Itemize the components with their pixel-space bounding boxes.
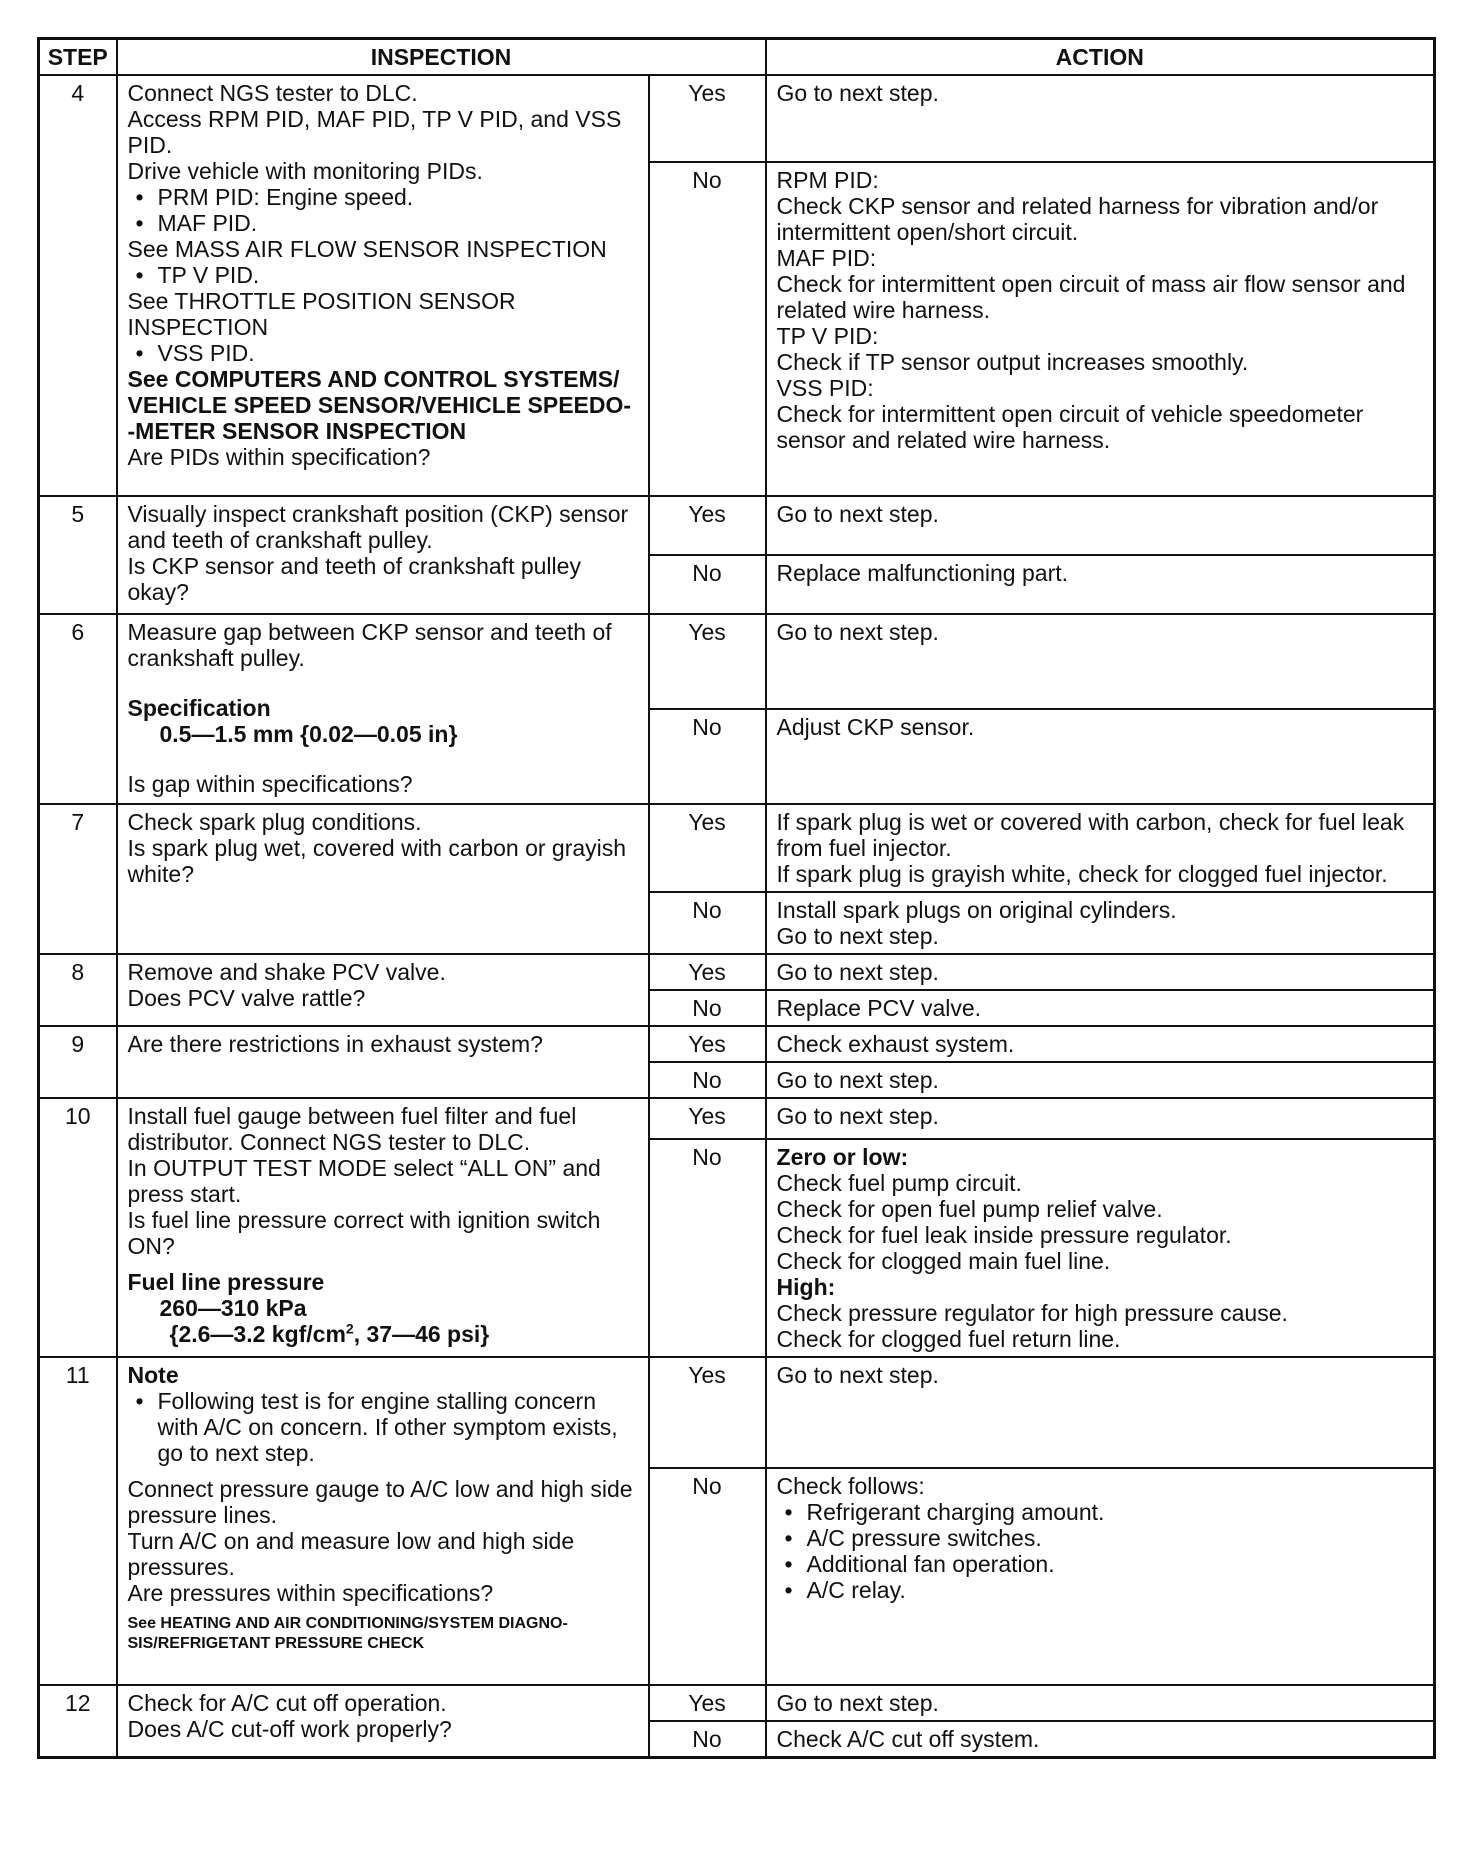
- text-line: Check for intermittent open circuit of mass air flow sensor and related wire harness.: [776, 271, 1406, 323]
- question: Is gap within specifications?: [127, 771, 413, 797]
- bullet-item: • Additional fan operation.: [777, 1551, 1426, 1577]
- yes-action: [766, 804, 1435, 892]
- inspection-cell: [117, 954, 649, 1026]
- no-action: Replace malfunctioning part.: [766, 555, 1435, 614]
- no-label: No: [649, 709, 766, 804]
- yes-label: Yes: [649, 954, 766, 990]
- text-line: Connect pressure gauge to A/C low and high side pressure lines.: [127, 1476, 633, 1528]
- text-line: Remove and shake PCV valve.: [127, 959, 446, 985]
- no-action: Go to next step.: [766, 1062, 1435, 1098]
- bullet-item: • Following test is for engine stalling concern with A/C on concern. If other symptom exists, go to next step.: [128, 1388, 642, 1466]
- question: Are PIDs within specification?: [127, 444, 431, 470]
- no-label: No: [649, 162, 766, 496]
- table-row: [39, 614, 1435, 709]
- yes-action: Go to next step.: [766, 1357, 1435, 1468]
- step-number: 4: [39, 75, 117, 496]
- question: Is CKP sensor and teeth of crankshaft pulley okay?: [127, 553, 581, 605]
- spec-label: Fuel line pressure: [127, 1269, 325, 1295]
- text-line: Install fuel gauge between fuel filter and fuel distributor. Connect NGS tester to DLC.: [127, 1103, 577, 1155]
- step-number: 12: [39, 1685, 117, 1758]
- text-line: Check for open fuel pump relief valve.: [776, 1196, 1163, 1222]
- inspection-cell: [117, 804, 649, 954]
- text-line: Check for fuel leak inside pressure regulator.: [776, 1222, 1232, 1248]
- no-action: Adjust CKP sensor.: [766, 709, 1435, 804]
- table-row: [39, 1357, 1435, 1468]
- bullet-item: • A/C relay.: [777, 1577, 1426, 1603]
- no-action: [766, 892, 1435, 954]
- text-line: RPM PID:: [776, 167, 879, 193]
- spec-value-part: , 37—46 psi}: [353, 1321, 490, 1347]
- step-number: 10: [39, 1098, 117, 1357]
- table-row: [39, 75, 1435, 162]
- text-line: Check for clogged fuel return line.: [776, 1326, 1121, 1352]
- header-step: STEP: [39, 39, 117, 76]
- text-line: TP V PID:: [776, 323, 879, 349]
- yes-action: Go to next step.: [766, 1685, 1435, 1721]
- spec-value-part: {2.6—3.2 kgf/cm: [169, 1321, 346, 1347]
- see-reference: See THROTTLE POSITION SENSOR INSPECTION: [127, 288, 516, 340]
- yes-action: Go to next step.: [766, 75, 1435, 162]
- text-line: Install spark plugs on original cylinders.: [776, 897, 1177, 923]
- superscript: 2: [345, 1320, 354, 1337]
- no-action: [766, 162, 1435, 496]
- text-line: Measure gap between CKP sensor and teeth of crankshaft pulley.: [127, 619, 612, 671]
- table-row: [39, 1685, 1435, 1721]
- see-reference: See HEATING AND AIR CONDITIONING/SYSTEM DIAGNO- SIS/REFRIGETANT PRESSURE CHECK: [127, 1615, 568, 1652]
- question: Is fuel line pressure correct with ignition switch ON?: [127, 1207, 601, 1259]
- no-action: [766, 1468, 1435, 1685]
- spec-value: 0.5—1.5 mm {0.02—0.05 in}: [159, 721, 458, 747]
- text-line: Check for clogged main fuel line.: [776, 1248, 1111, 1274]
- header-row: [39, 39, 1435, 76]
- text-line: If spark plug is wet or covered with carbon, check for fuel leak from fuel injector.: [776, 809, 1405, 861]
- text-line: Check fuel pump circuit.: [776, 1170, 1022, 1196]
- text-line: Go to next step.: [776, 923, 939, 949]
- step-number: 8: [39, 954, 117, 1026]
- header-inspection: INSPECTION: [117, 39, 766, 76]
- inspection-cell: [117, 1685, 649, 1758]
- step-number: 6: [39, 614, 117, 804]
- spec-value: 260—310 kPa: [159, 1295, 307, 1321]
- diagnostic-table: [37, 37, 1436, 1759]
- inspection-cell: [117, 75, 649, 496]
- yes-action: Go to next step.: [766, 614, 1435, 709]
- question: Are there restrictions in exhaust system?: [127, 1031, 543, 1057]
- table-row: [39, 1098, 1435, 1139]
- text-line: Check spark plug conditions.: [127, 809, 422, 835]
- text-line: Check for A/C cut off operation.: [127, 1690, 447, 1716]
- text-line: Check follows:: [776, 1473, 925, 1499]
- step-number: 5: [39, 496, 117, 614]
- yes-label: Yes: [649, 614, 766, 709]
- text-line: Turn A/C on and measure low and high side pressures.: [127, 1528, 575, 1580]
- no-action: Replace PCV valve.: [766, 990, 1435, 1026]
- text-line: If spark plug is grayish white, check for clogged fuel injector.: [776, 861, 1388, 887]
- yes-label: Yes: [649, 804, 766, 892]
- inspection-cell: [117, 1098, 649, 1357]
- no-label: No: [649, 1139, 766, 1357]
- yes-label: Yes: [649, 1098, 766, 1139]
- yes-action: Go to next step.: [766, 954, 1435, 990]
- table-row: [39, 804, 1435, 892]
- text-line: In OUTPUT TEST MODE select “ALL ON” and press start.: [127, 1155, 601, 1207]
- step-number: 9: [39, 1026, 117, 1098]
- bullet-item: • Refrigerant charging amount.: [777, 1499, 1426, 1525]
- table-row: [39, 1026, 1435, 1062]
- condition-heading: High:: [776, 1274, 836, 1300]
- spec-label: Specification: [127, 695, 271, 721]
- inspection-cell: [117, 496, 649, 614]
- yes-label: Yes: [649, 1026, 766, 1062]
- yes-label: Yes: [649, 1685, 766, 1721]
- text-line: Drive vehicle with monitoring PIDs.: [127, 158, 483, 184]
- table-row: [39, 954, 1435, 990]
- no-label: No: [649, 555, 766, 614]
- question: Does PCV valve rattle?: [127, 985, 366, 1011]
- text-line: MAF PID:: [776, 245, 877, 271]
- no-label: No: [649, 1468, 766, 1685]
- table-row: [39, 496, 1435, 555]
- see-reference: See MASS AIR FLOW SENSOR INSPECTION: [127, 236, 607, 262]
- bullet-item: • PRM PID: Engine speed.: [128, 184, 642, 210]
- inspection-cell: [117, 1026, 649, 1098]
- condition-heading: Zero or low:: [776, 1144, 909, 1170]
- bullet-item: • MAF PID.: [128, 210, 642, 236]
- no-label: No: [649, 1062, 766, 1098]
- question: Does A/C cut-off work properly?: [127, 1716, 452, 1742]
- note-heading: Note: [127, 1362, 179, 1388]
- text-line: Check CKP sensor and related harness for vibration and/or intermittent open/short circuit.: [776, 193, 1379, 245]
- no-label: No: [649, 892, 766, 954]
- step-number: 11: [39, 1357, 117, 1685]
- text-line: Check if TP sensor output increases smoothly.: [776, 349, 1249, 375]
- yes-action: Go to next step.: [766, 496, 1435, 555]
- yes-label: Yes: [649, 1357, 766, 1468]
- bullet-item: • A/C pressure switches.: [777, 1525, 1426, 1551]
- yes-action: Check exhaust system.: [766, 1026, 1435, 1062]
- text-line: Access RPM PID, MAF PID, TP V PID, and VSS PID.: [127, 106, 622, 158]
- no-label: No: [649, 1721, 766, 1758]
- text-line: Visually inspect crankshaft position (CKP) sensor and teeth of crankshaft pulley.: [127, 501, 629, 553]
- inspection-cell: [117, 614, 649, 804]
- see-reference: See COMPUTERS AND CONTROL SYSTEMS/ VEHICLE SPEED SENSOR/VEHICLE SPEEDO- -METER SENSOR INSPECTION: [127, 366, 632, 444]
- text-line: Check pressure regulator for high pressure cause.: [776, 1300, 1288, 1326]
- inspection-cell: [117, 1357, 649, 1685]
- spec-value-alt: [128, 1321, 642, 1347]
- text-line: Check for intermittent open circuit of vehicle speedometer sensor and related wire harness.: [776, 401, 1364, 453]
- text-line: VSS PID:: [776, 375, 874, 401]
- bullet-item: • VSS PID.: [128, 340, 642, 366]
- header-action: ACTION: [766, 39, 1435, 76]
- no-label: No: [649, 990, 766, 1026]
- bullet-item: • TP V PID.: [128, 262, 642, 288]
- yes-label: Yes: [649, 496, 766, 555]
- step-number: 7: [39, 804, 117, 954]
- no-action: [766, 1139, 1435, 1357]
- yes-label: Yes: [649, 75, 766, 162]
- question: Is spark plug wet, covered with carbon or grayish white?: [127, 835, 627, 887]
- question: Are pressures within specifications?: [127, 1580, 494, 1606]
- yes-action: Go to next step.: [766, 1098, 1435, 1139]
- text-line: Connect NGS tester to DLC.: [127, 80, 418, 106]
- no-action: Check A/C cut off system.: [766, 1721, 1435, 1758]
